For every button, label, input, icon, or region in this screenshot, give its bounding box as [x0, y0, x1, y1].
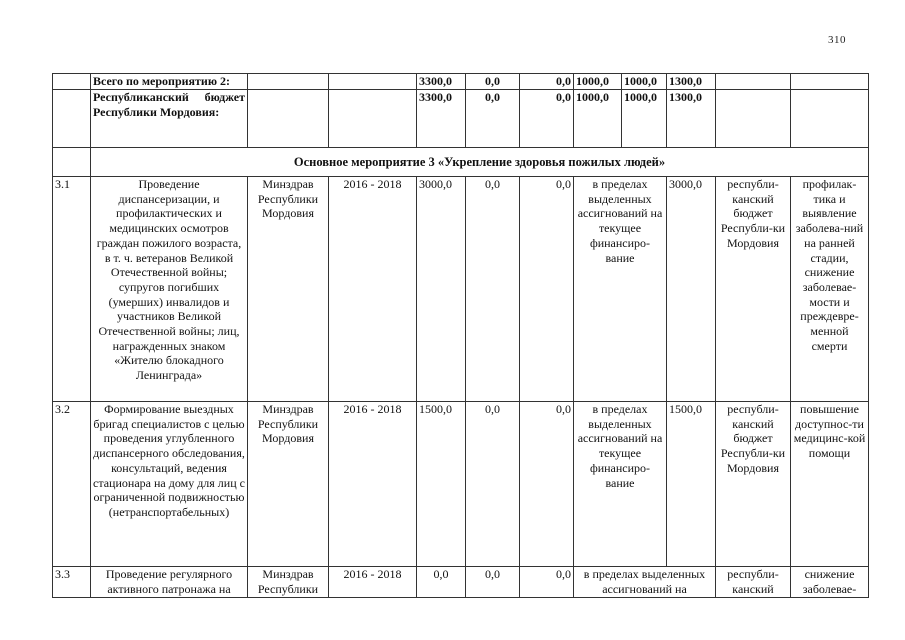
- total-value: 1000,0: [574, 74, 622, 90]
- budget-source-cell: [716, 90, 791, 148]
- total-value: 1000,0: [622, 74, 667, 90]
- total-num-cell: [53, 74, 91, 90]
- amount-2017: 0,0: [520, 567, 574, 598]
- total-result-cell: [791, 74, 869, 90]
- amount-2016: 0,0: [466, 177, 520, 402]
- amount-2018: 3000,0: [667, 177, 716, 402]
- amount-2017: 0,0: [520, 402, 574, 567]
- table-row: [53, 567, 869, 598]
- section-header-row: [53, 148, 869, 177]
- amount-2016: 0,0: [466, 402, 520, 567]
- table-row: [53, 177, 869, 402]
- budget-total-row: [53, 90, 869, 148]
- total-source-cell: [716, 74, 791, 90]
- row-number: 3.3: [53, 567, 91, 598]
- section-title: Основное мероприятие 3 «Укрепление здоровья пожилых людей»: [91, 148, 869, 177]
- amount-total: 1500,0: [417, 402, 466, 567]
- section-num-cell: [53, 148, 91, 177]
- amount-total: 3000,0: [417, 177, 466, 402]
- budget-total-value: 0,0: [466, 90, 520, 148]
- executor: Минздрав Республики Мордовия: [248, 177, 329, 402]
- expected-result: снижение заболевае-: [791, 567, 869, 598]
- page-number: 310: [828, 34, 846, 46]
- program-table-sheet: [52, 73, 869, 598]
- budget-period-cell: [329, 90, 417, 148]
- period: 2016 - 2018: [329, 177, 417, 402]
- period: 2016 - 2018: [329, 402, 417, 567]
- funding-note: в пределах выделенных ассигнований на: [574, 567, 716, 598]
- measure-name: Формирование выездных бригад специалистов с целью проведения углубленного диспансерного обследования, консультаций, ведения стационара на дому для лиц с ограниченной подвижностью (нетранспортабельных): [91, 402, 248, 567]
- amount-total: 0,0: [417, 567, 466, 598]
- amount-2018: 1500,0: [667, 402, 716, 567]
- funding-note: в пределах выделенных ассигнований на текущее финансиро-вание: [574, 177, 667, 402]
- budget-total-value: 1000,0: [622, 90, 667, 148]
- executor: Минздрав Республики Мордовия: [248, 402, 329, 567]
- budget-result-cell: [791, 90, 869, 148]
- total-executor-cell: [248, 74, 329, 90]
- funding-source: республи-канский бюджет Республи-ки Мордовия: [716, 177, 791, 402]
- total-value: 1300,0: [667, 74, 716, 90]
- total-value: 3300,0: [417, 74, 466, 90]
- measure-name: Проведение регулярного активного патронажа на: [91, 567, 248, 598]
- period: 2016 - 2018: [329, 567, 417, 598]
- table-row: [53, 402, 869, 567]
- budget-num-cell: [53, 90, 91, 148]
- row-number: 3.2: [53, 402, 91, 567]
- budget-total-value: 1000,0: [574, 90, 622, 148]
- row-number: 3.1: [53, 177, 91, 402]
- budget-executor-cell: [248, 90, 329, 148]
- expected-result: повышение доступнос-ти медицинс-кой помощи: [791, 402, 869, 567]
- total-label: Всего по мероприятию 2:: [91, 74, 248, 90]
- funding-note: в пределах выделенных ассигнований на текущее финансиро-вание: [574, 402, 667, 567]
- budget-total-value: 1300,0: [667, 90, 716, 148]
- funding-source: республи-канский бюджет Республи-ки Мордовия: [716, 402, 791, 567]
- program-table: [52, 73, 869, 598]
- amount-2017: 0,0: [520, 177, 574, 402]
- executor: Минздрав Республики: [248, 567, 329, 598]
- funding-source: республи-канский: [716, 567, 791, 598]
- total-value: 0,0: [520, 74, 574, 90]
- budget-total-label: Республиканский бюджет Республики Мордовия:: [91, 90, 248, 148]
- total-value: 0,0: [466, 74, 520, 90]
- budget-total-value: 3300,0: [417, 90, 466, 148]
- budget-total-value: 0,0: [520, 90, 574, 148]
- measure-name: Проведение диспансеризации, и профилактических и медицинских осмотров граждан пожилого возраста, в т. ч. ветеранов Великой Отечественной войны; супругов погибших (умерших) инвалидов и участников Великой Отечественной войны; лиц, награжденных знаком «Жителю блокадного Ленинграда»: [91, 177, 248, 402]
- expected-result: профилак-тика и выявление заболева-ний на ранней стадии, снижение заболевае-мости и преждевре-менной смерти: [791, 177, 869, 402]
- total-period-cell: [329, 74, 417, 90]
- amount-2016: 0,0: [466, 567, 520, 598]
- total-row: [53, 74, 869, 90]
